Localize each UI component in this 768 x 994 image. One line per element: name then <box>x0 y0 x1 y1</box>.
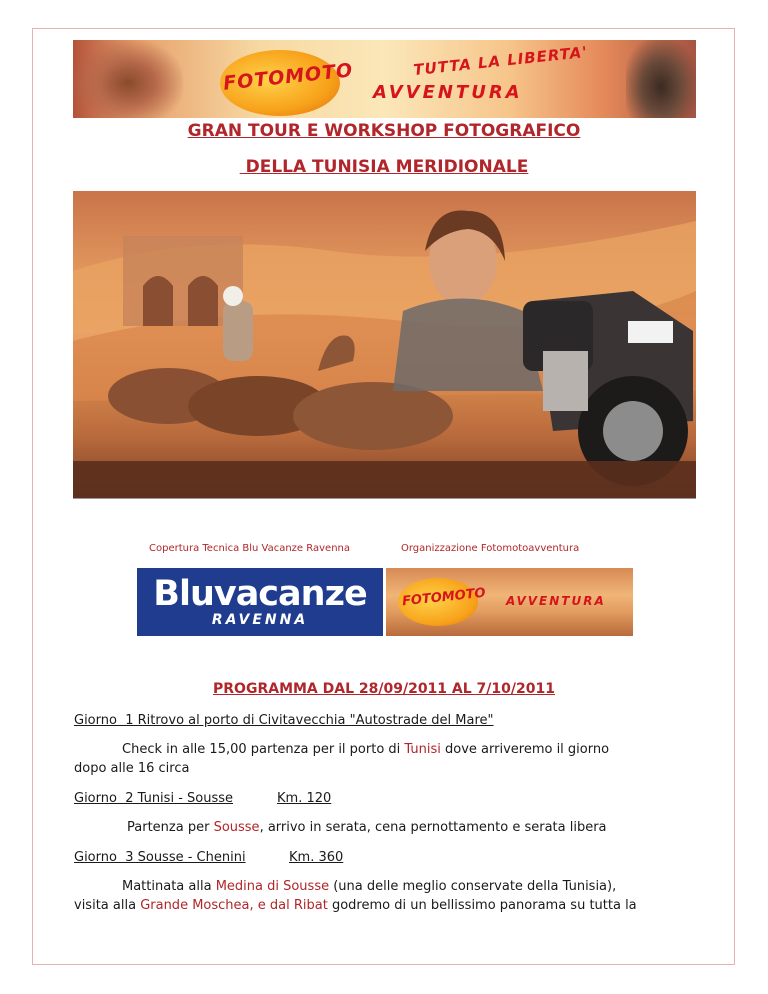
day2-km: Km. 120 <box>277 791 332 806</box>
caption-right: Organizzazione Fotomotoavventura <box>401 543 580 554</box>
banner-avventura: AVVENTURA <box>373 82 523 103</box>
day2-place-sousse: Sousse <box>213 820 260 835</box>
day3-place-medina: Medina di Sousse <box>215 879 330 894</box>
day3-place-moschea: Grande Moschea, e dal Ribat <box>140 898 328 913</box>
day1-text-b: dove arriveremo il giorno <box>440 742 610 757</box>
page-title-line2: DELLA TUNISIA MERIDIONALE <box>239 157 529 177</box>
day1-text-a: Check in alle 15,00 partenza per il porto di <box>122 742 405 757</box>
day3-heading: Giorno 3 Sousse - Chenini <box>74 850 246 865</box>
bluvacanze-logo <box>137 568 383 636</box>
day1-heading: Giorno 1 Ritrovo al porto di Civitavecchia "Autostrade del Mare" <box>74 713 494 728</box>
day3-text-line1 <box>122 877 616 896</box>
banner-photo-left <box>73 40 183 118</box>
program-title: PROGRAMMA DAL 28/09/2011 AL 7/10/2011 <box>213 681 555 697</box>
banner-photo-right <box>626 40 696 118</box>
hero-image <box>73 191 696 499</box>
day3-text-b: (una delle meglio conservate della Tunisia), <box>329 879 617 894</box>
day2-heading: Giorno 2 Tunisi - Sousse <box>74 791 234 806</box>
day2-text <box>127 818 607 837</box>
day3-text-d: godremo di un bellissimo panorama su tutta la <box>327 898 637 913</box>
day1-place-tunisi: Tunisi <box>404 742 441 757</box>
day2-text-b: , arrivo in serata, cena pernottamento e serata libera <box>259 820 607 835</box>
caption-left: Copertura Tecnica Blu Vacanze Ravenna <box>149 543 350 554</box>
banner-slogan: TUTTA LA LIBERTA' <box>412 42 589 80</box>
fotomoto-logo <box>386 568 633 636</box>
fotomoto-logo-avventura: AVVENTURA <box>506 594 606 608</box>
fotomoto-logo-text: FOTOMOTO <box>401 585 487 610</box>
bluvacanze-logo-text: Bluvacanze <box>153 574 367 614</box>
day3-text-line2 <box>74 896 637 915</box>
day2-text-a: Partenza per <box>127 820 214 835</box>
header-banner <box>73 40 696 118</box>
banner-logo-text: FOTOMOTO <box>222 59 355 95</box>
bluvacanze-logo-city: RAVENNA <box>211 612 309 628</box>
day3-text-a: Mattinata alla <box>122 879 216 894</box>
day3-text-c: visita alla <box>74 898 141 913</box>
hero-illustration <box>73 191 696 498</box>
day1-text-line1 <box>122 740 609 759</box>
day1-text-line2: dopo alle 16 circa <box>74 761 190 776</box>
page-title-line1: GRAN TOUR E WORKSHOP FOTOGRAFICO <box>187 121 581 141</box>
day3-km: Km. 360 <box>289 850 344 865</box>
